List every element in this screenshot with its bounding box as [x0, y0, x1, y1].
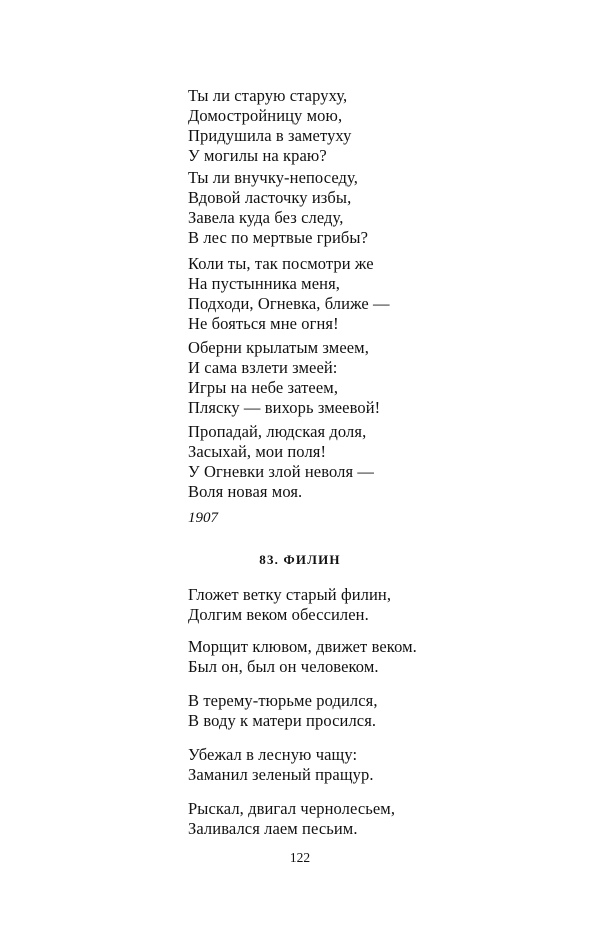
- poem2-stanza-5: [188, 799, 395, 839]
- poem-line: В воду к матери просился.: [188, 711, 377, 730]
- poem2-stanza-1: [188, 585, 391, 625]
- poem2-stanza-3: [188, 691, 378, 731]
- poem-line: Не бояться мне огня!: [188, 314, 339, 333]
- poem1-stanza-5: [188, 422, 374, 502]
- poem-line: В лес по мертвые грибы?: [188, 228, 369, 247]
- poem-line: В терему-тюрьме родился,: [188, 691, 378, 710]
- poem-line: Пропадай, людская доля,: [188, 422, 367, 441]
- poem-line: Воля новая моя.: [188, 482, 303, 501]
- poem1-stanza-2: [188, 168, 368, 248]
- poem-line: Пляску — вихорь змеевой!: [188, 398, 381, 417]
- poem-line: Игры на небе затеем,: [188, 378, 339, 397]
- poem1-stanza-4: [188, 338, 380, 418]
- page-number: 122: [289, 850, 311, 865]
- poem2-stanza-4: [188, 745, 374, 785]
- poem-date: 1907: [188, 510, 218, 526]
- poem2-stanza-2: [188, 637, 417, 677]
- poem-line: И сама взлети змеей:: [188, 358, 338, 377]
- poem1-stanza-1: [188, 86, 352, 166]
- poem-line: У могилы на краю?: [188, 146, 327, 165]
- poem-line: Оберни крылатым змеем,: [188, 338, 369, 357]
- poem-line: Засыхай, мои поля!: [188, 442, 327, 461]
- poem-line: Заманил зеленый пращур.: [188, 765, 374, 784]
- poem-line: На пустынника меня,: [188, 274, 340, 293]
- poem-line: Долгим веком обессилен.: [188, 605, 369, 624]
- poem1-stanza-3: [188, 254, 390, 334]
- poem-line: Подходи, Огневка, ближе —: [188, 294, 390, 313]
- poem-line: Ты ли внучку-непоседу,: [188, 168, 358, 187]
- poem-line: Домостройницу мою,: [188, 106, 343, 125]
- poem-line: Морщит клювом, движет веком.: [188, 637, 417, 656]
- poem-line: У Огневки злой неволя —: [188, 462, 374, 481]
- poem-title: 83. ФИЛИН: [259, 552, 341, 567]
- poem-line: Завела куда без следу,: [188, 208, 344, 227]
- poem-line: Вдовой ласточку избы,: [188, 188, 352, 207]
- poem-line: Коли ты, так посмотри же: [188, 254, 374, 273]
- poem-line: Ты ли старую старуху,: [188, 86, 348, 105]
- poem-line: Заливался лаем песьим.: [188, 819, 358, 838]
- poem-line: Был он, был он человеком.: [188, 657, 379, 676]
- poem-line: Придушила в заметуху: [188, 126, 352, 145]
- poem-line: Убежал в лесную чащу:: [188, 745, 358, 764]
- poem-line: Рыскал, двигал чернолесьем,: [188, 799, 396, 818]
- poem-line: Гложет ветку старый филин,: [188, 585, 392, 604]
